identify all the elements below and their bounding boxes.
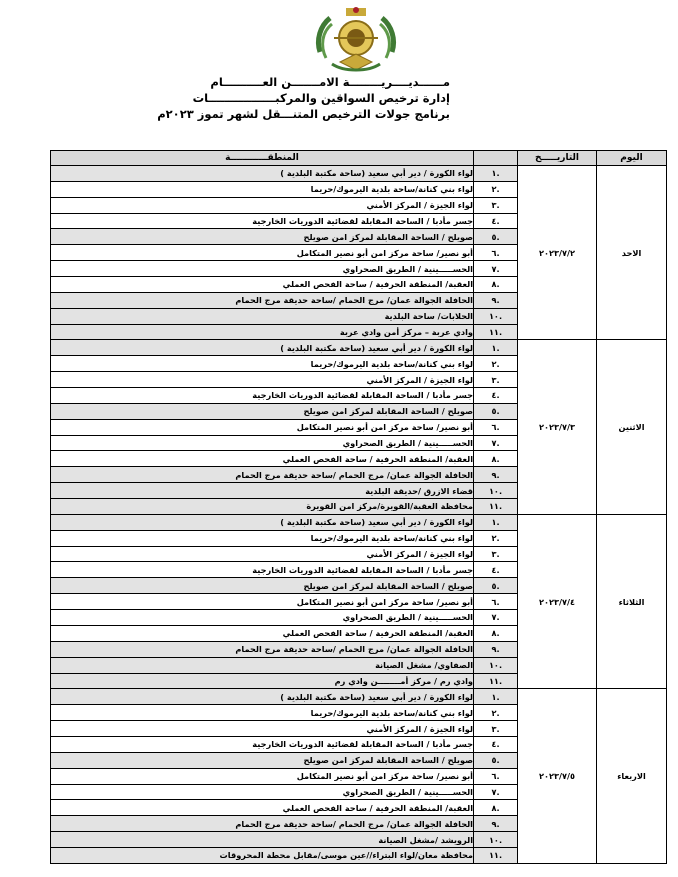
header-number xyxy=(474,151,518,166)
header-line-department: إدارة ترخيص السواقين والمركبـــــــــــــــــات xyxy=(192,91,450,105)
location-cell: الحلابات/ ساحة البلدية xyxy=(51,308,474,324)
location-cell: صويلح / الساحة المقابلة لمركز امن صويلح xyxy=(51,752,474,768)
location-cell: الرويشد /مشغل الصيانة xyxy=(51,832,474,848)
location-cell: جسر مأدبا / الساحة المقابلة لقضائية الدوريات الخارجية xyxy=(51,562,474,578)
row-number-cell: .١١ xyxy=(474,673,518,689)
location-cell: الحافلة الجوالة عمان/ مرج الحمام /ساحة حديقة مرج الحمام xyxy=(51,641,474,657)
header-line-directorate: مــــــديــــريــــــــة الامـــــــن العــــــــــام xyxy=(210,75,450,89)
row-number-cell: .١ xyxy=(474,689,518,705)
location-cell: لواء الجيزة / المركز الأمني xyxy=(51,372,474,388)
row-number-cell: .٨ xyxy=(474,277,518,293)
location-cell: جسر مأدبا / الساحة المقابلة لقضائية الدوريات الخارجية xyxy=(51,213,474,229)
location-cell: الحافلة الجوالة عمان/ مرج الحمام /ساحة حديقة مرج الحمام xyxy=(51,292,474,308)
table-row xyxy=(51,514,667,530)
table-row xyxy=(51,340,667,356)
row-number-cell: .١ xyxy=(474,514,518,530)
document-header xyxy=(10,74,450,122)
row-number-cell: .٥ xyxy=(474,403,518,419)
row-number-cell: .٨ xyxy=(474,625,518,641)
row-number-cell: .٣ xyxy=(474,197,518,213)
row-number-cell: .٨ xyxy=(474,800,518,816)
row-number-cell: .٩ xyxy=(474,467,518,483)
location-cell: لواء بني كنانة/ساحة بلدية اليرموك/حريما xyxy=(51,530,474,546)
row-number-cell: .٦ xyxy=(474,768,518,784)
location-cell: العقبة/ المنطقة الحرفية / ساحة الفحص العملي xyxy=(51,800,474,816)
row-number-cell: .٦ xyxy=(474,245,518,261)
row-number-cell: .٤ xyxy=(474,736,518,752)
location-cell: العقبة/ المنطقة الحرفية / ساحة الفحص العملي xyxy=(51,451,474,467)
table-row xyxy=(51,689,667,705)
location-cell: لواء الكورة / دير أبي سعيد (ساحة مكتبة البلدية ) xyxy=(51,340,474,356)
location-cell: الحافلة الجوالة عمان/ مرج الحمام /ساحة حديقة مرج الحمام xyxy=(51,467,474,483)
row-number-cell: .٤ xyxy=(474,213,518,229)
day-cell: الاحد xyxy=(597,166,667,340)
location-cell: محافظة معان/لواء البتراء//عين موسى/مقابل محطة المحروقات xyxy=(51,847,474,863)
row-number-cell: .٣ xyxy=(474,721,518,737)
location-cell: الحســـــينية / الطريق الصحراوي xyxy=(51,610,474,626)
row-number-cell: .٦ xyxy=(474,594,518,610)
location-cell: الحســـــينية / الطريق الصحراوي xyxy=(51,435,474,451)
location-cell: العقبة/ المنطقة الحرفية / ساحة الفحص العملي xyxy=(51,625,474,641)
row-number-cell: .٦ xyxy=(474,419,518,435)
row-number-cell: .٩ xyxy=(474,641,518,657)
row-number-cell: .٥ xyxy=(474,578,518,594)
location-cell: صويلح / الساحة المقابلة لمركز امن صويلح xyxy=(51,578,474,594)
location-cell: لواء الجيزة / المركز الأمني xyxy=(51,546,474,562)
row-number-cell: .٥ xyxy=(474,229,518,245)
row-number-cell: .٧ xyxy=(474,784,518,800)
day-cell: الاربعاء xyxy=(597,689,667,864)
row-number-cell: .١٠ xyxy=(474,657,518,673)
row-number-cell: .٧ xyxy=(474,435,518,451)
location-cell: لواء الكورة / دير أبي سعيد (ساحة مكتبة البلدية ) xyxy=(51,166,474,182)
row-number-cell: .٧ xyxy=(474,610,518,626)
row-number-cell: .٤ xyxy=(474,388,518,404)
location-cell: جسر مأدبا / الساحة المقابلة لقضائية الدوريات الخارجية xyxy=(51,388,474,404)
location-cell: لواء الجيزة / المركز الأمني xyxy=(51,721,474,737)
date-cell: ٢٠٢٣/٧/٢ xyxy=(518,166,597,340)
location-cell: أبو نصير/ ساحة مركز امن أبو نصير المتكامل xyxy=(51,594,474,610)
header-day: اليوم xyxy=(597,151,667,166)
location-cell: العقبة/ المنطقة الحرفية / ساحة الفحص العملي xyxy=(51,277,474,293)
row-number-cell: .١١ xyxy=(474,324,518,340)
location-cell: وادي رم / مركز أمــــــــن وادي رم xyxy=(51,673,474,689)
location-cell: الحافلة الجوالة عمان/ مرج الحمام /ساحة حديقة مرج الحمام xyxy=(51,816,474,832)
location-cell: وادي عربة – مركز أمن وادي عربة xyxy=(51,324,474,340)
location-cell: الحســـــينية / الطريق الصحراوي xyxy=(51,261,474,277)
row-number-cell: .١٠ xyxy=(474,483,518,499)
crown-emblem-icon xyxy=(308,6,404,74)
location-cell: الحســـــينية / الطريق الصحراوي xyxy=(51,784,474,800)
day-cell: الاثنين xyxy=(597,340,667,514)
location-cell: صويلح / الساحة المقابلة لمركز امن صويلح xyxy=(51,229,474,245)
row-number-cell: .١١ xyxy=(474,499,518,515)
location-cell: صويلح / الساحة المقابلة لمركز امن صويلح xyxy=(51,403,474,419)
row-number-cell: .٢ xyxy=(474,356,518,372)
row-number-cell: .١٠ xyxy=(474,832,518,848)
schedule-body xyxy=(51,166,667,864)
row-number-cell: .١ xyxy=(474,166,518,182)
row-number-cell: .٤ xyxy=(474,562,518,578)
schedule-table xyxy=(50,150,667,864)
row-number-cell: .٣ xyxy=(474,546,518,562)
row-number-cell: .٢ xyxy=(474,181,518,197)
location-cell: محافظة العقبة/القويرة/مركز امن القويرة xyxy=(51,499,474,515)
date-cell: ٢٠٢٣/٧/٣ xyxy=(518,340,597,514)
row-number-cell: .٢ xyxy=(474,530,518,546)
row-number-cell: .٣ xyxy=(474,372,518,388)
row-number-cell: .١ xyxy=(474,340,518,356)
location-cell: أبو نصير/ ساحة مركز امن أبو نصير المتكامل xyxy=(51,419,474,435)
location-cell: لواء الكورة / دير أبي سعيد (ساحة مكتبة البلدية ) xyxy=(51,689,474,705)
row-number-cell: .١٠ xyxy=(474,308,518,324)
row-number-cell: .٩ xyxy=(474,292,518,308)
table-row xyxy=(51,166,667,182)
row-number-cell: .٩ xyxy=(474,816,518,832)
location-cell: لواء بني كنانة/ساحة بلدية اليرموك/حريما xyxy=(51,705,474,721)
location-cell: قضاء الازرق /حديقة البلدية xyxy=(51,483,474,499)
row-number-cell: .٧ xyxy=(474,261,518,277)
location-cell: لواء الجيزة / المركز الأمني xyxy=(51,197,474,213)
row-number-cell: .٢ xyxy=(474,705,518,721)
location-cell: لواء بني كنانة/ساحة بلدية اليرموك/حريما xyxy=(51,356,474,372)
location-cell: أبو نصير/ ساحة مركز امن أبو نصير المتكامل xyxy=(51,245,474,261)
header-line-program-title: برنامج جولات الترخيص المتنـــقل لشهر تموز ٢٠٢٣م xyxy=(157,107,450,121)
row-number-cell: .٨ xyxy=(474,451,518,467)
row-number-cell: .٥ xyxy=(474,752,518,768)
location-cell: لواء الكورة / دير أبي سعيد (ساحة مكتبة البلدية ) xyxy=(51,514,474,530)
day-cell: الثلاثاء xyxy=(597,514,667,688)
header-location: المنطقــــــــــــة xyxy=(51,151,474,166)
header-date: التاريـــــخ xyxy=(518,151,597,166)
row-number-cell: .١١ xyxy=(474,847,518,863)
location-cell: أبو نصير/ ساحة مركز امن أبو نصير المتكامل xyxy=(51,768,474,784)
table-header-row xyxy=(51,151,667,166)
location-cell: جسر مأدبا / الساحة المقابلة لقضائية الدوريات الخارجية xyxy=(51,736,474,752)
location-cell: لواء بني كنانة/ساحة بلدية اليرموك/حريما xyxy=(51,181,474,197)
location-cell: الصفاوي/ مشغل الصيانة xyxy=(51,657,474,673)
date-cell: ٢٠٢٣/٧/٤ xyxy=(518,514,597,688)
date-cell: ٢٠٢٣/٧/٥ xyxy=(518,689,597,864)
